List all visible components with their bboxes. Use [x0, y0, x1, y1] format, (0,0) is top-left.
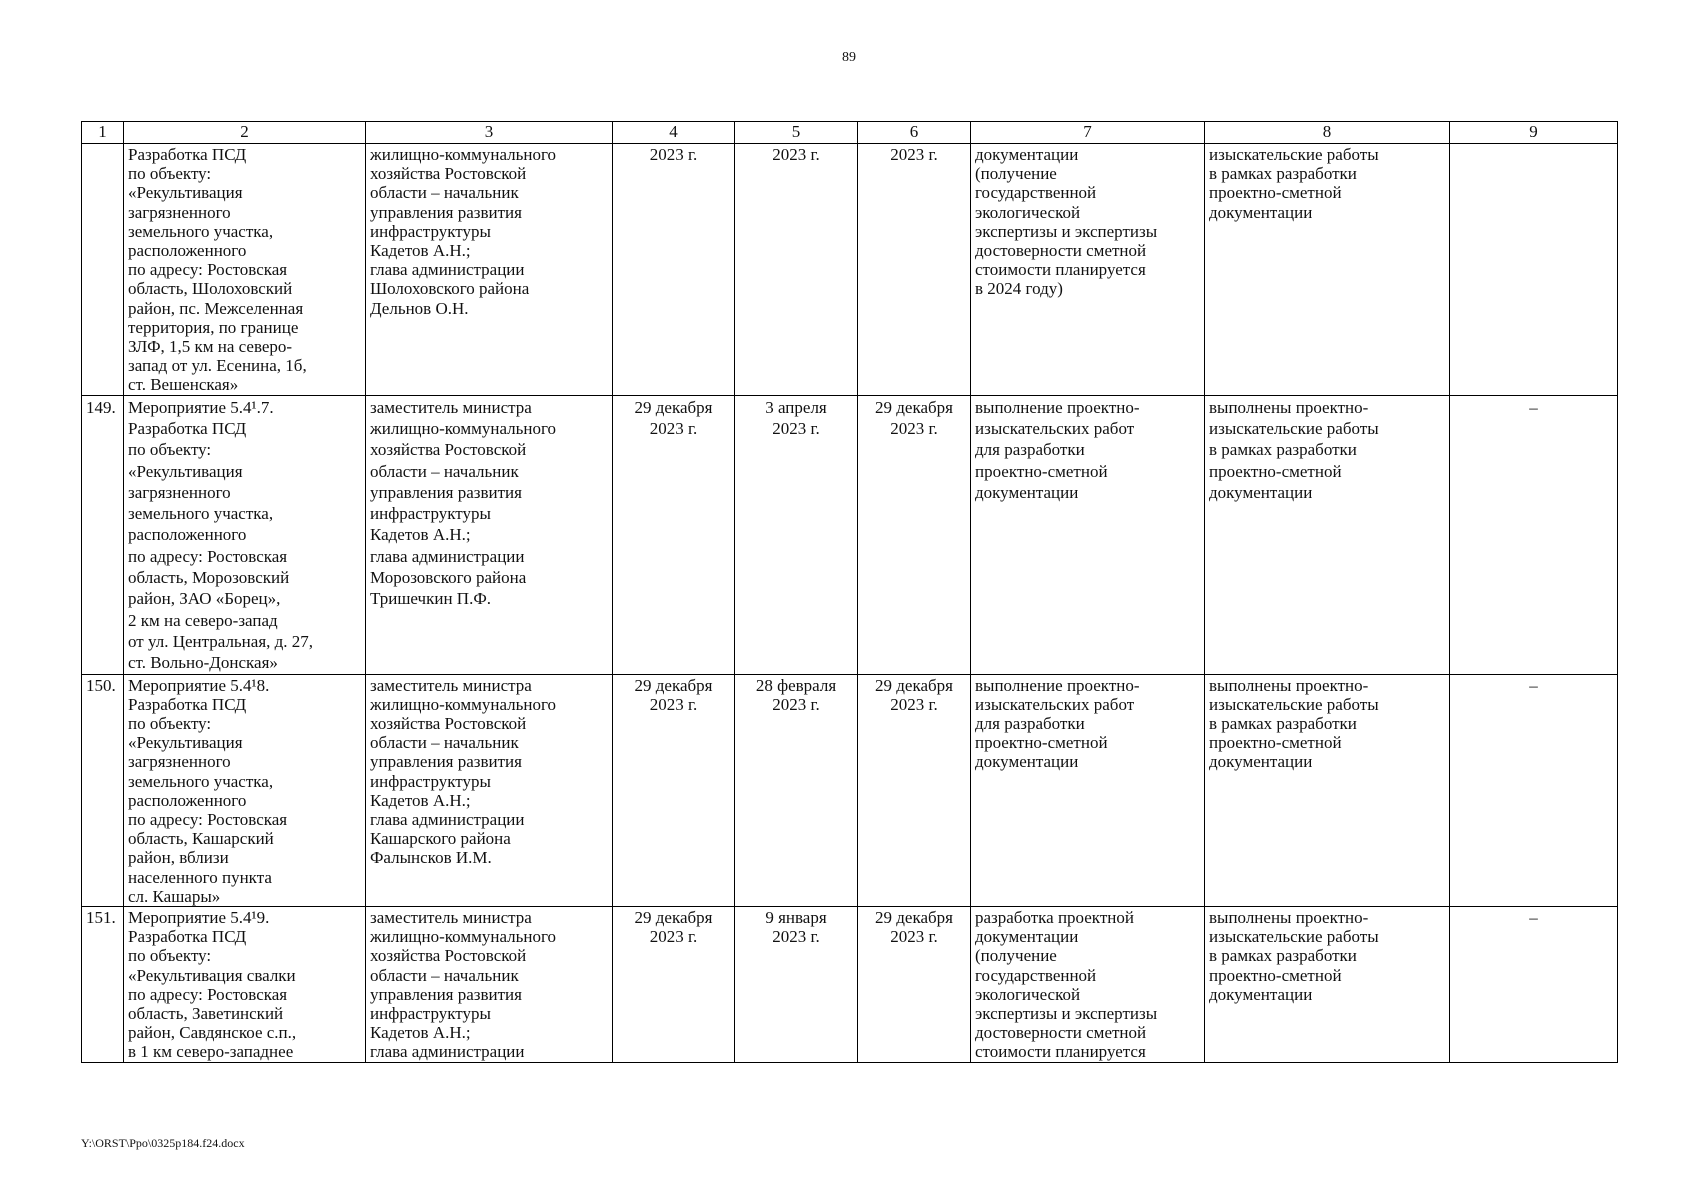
cell-line: Разработка ПСД [128, 145, 247, 164]
cell-line: области – начальник [370, 965, 519, 985]
cell-line: 2023 г. [772, 418, 820, 438]
cell-line: проектно-сметной [1209, 461, 1342, 481]
cell-line: выполнены проектно- [1209, 675, 1369, 695]
column-header: 5 [735, 122, 858, 144]
cell-line: Кашарского района [370, 829, 511, 849]
planned-result-cell [971, 674, 1205, 906]
cell-line: глава администрации [370, 1042, 525, 1062]
planned-result-cell [971, 395, 1205, 674]
column-header: 9 [1450, 122, 1618, 144]
column-header: 7 [971, 122, 1205, 144]
row-number-cell [82, 144, 124, 396]
cell-line: 28 февраля [755, 675, 837, 695]
cell-line: расположенного [128, 241, 247, 261]
cell-line: заместитель министра [370, 397, 532, 417]
cell-line: 2023 г. [649, 145, 698, 164]
cell-line: документации [975, 482, 1079, 502]
cell-line: Разработка ПСД [128, 694, 247, 714]
cell-line: хозяйства Ростовской [370, 164, 527, 184]
page-number: 89 [842, 50, 856, 65]
table-row [82, 144, 1618, 396]
cell-line: Кадетов А.Н.; [370, 241, 471, 261]
cell-line: 29 декабря [634, 397, 713, 417]
actual-result-cell [1205, 395, 1450, 674]
cell-line: документации [1209, 752, 1313, 772]
cell-line: документации [975, 145, 1079, 164]
cell-line: расположенного [128, 790, 247, 810]
cell-line: земельного участка, [128, 771, 274, 791]
end-date-cell [858, 395, 971, 674]
actual-result-cell [1205, 144, 1450, 396]
cell-line: (получение [975, 946, 1057, 966]
cell-line: экспертизы и экспертизы [975, 221, 1158, 241]
cell-line: 2023 г. [890, 694, 938, 714]
cell-line: Мероприятие 5.4¹8. [128, 675, 270, 695]
cell-line: изыскательские работы [1209, 927, 1379, 947]
cell-line: документации [975, 752, 1079, 772]
cell-line: «Рекультивация [128, 461, 243, 481]
cell-line: 29 декабря [634, 907, 713, 927]
column-header: 3 [366, 122, 613, 144]
cell-line: заместитель министра [370, 907, 532, 927]
cell-line: области – начальник [370, 733, 519, 753]
end-date-cell [858, 674, 971, 906]
row-number-cell: 150. [82, 674, 124, 906]
cell-line: 2 км на северо-запад [128, 610, 278, 630]
cell-line: изыскательские работы [1209, 694, 1379, 714]
cell-line: глава администрации [370, 260, 525, 280]
end-date-cell [858, 144, 971, 396]
cell-line: выполнение проектно- [975, 675, 1140, 695]
cell-line: управления развития [370, 202, 522, 222]
cell-line: проектно-сметной [1209, 183, 1342, 203]
cell-line: инфраструктуры [370, 504, 491, 524]
cell-line: район, пс. Межселенная [128, 298, 304, 318]
cell-line: хозяйства Ростовской [370, 713, 527, 733]
start-date-cell [735, 395, 858, 674]
cell-line: загрязненного [128, 482, 231, 502]
cell-line: для разработки [975, 440, 1085, 460]
cell-line: Кадетов А.Н.; [370, 790, 471, 810]
cell-line: «Рекультивация свалки [128, 965, 296, 985]
cell-line: 29 декабря [875, 397, 953, 417]
cell-line: изыскательские работы [1209, 145, 1379, 164]
column-header: 1 [82, 122, 124, 144]
cell-line: жилищно-коммунального [370, 418, 557, 438]
cell-line: 29 декабря [875, 907, 953, 927]
cell-line: 2023 г. [772, 145, 820, 164]
cell-line: экспертизы и экспертизы [975, 1003, 1158, 1023]
cell-line: глава администрации [370, 809, 525, 829]
cell-line: проектно-сметной [1209, 733, 1342, 753]
cell-line: стоимости планируется [975, 260, 1146, 280]
cell-line: Кадетов А.Н.; [370, 525, 471, 545]
cell-line: управления развития [370, 482, 522, 502]
row-number-cell: 149. [82, 395, 124, 674]
cell-line: изыскательские работы [1209, 418, 1379, 438]
end-date-cell [858, 906, 971, 1062]
planned-result-cell [971, 144, 1205, 396]
cell-line: по адресу: Ростовская [128, 260, 288, 280]
cell-line: Разработка ПСД [128, 418, 247, 438]
cell-line: «Рекультивация [128, 733, 243, 753]
cell-line: Морозовского района [370, 568, 527, 588]
cell-line: в рамках разработки [1209, 440, 1357, 460]
cell-line: жилищно-коммунального [370, 927, 557, 947]
actual-result-cell [1205, 906, 1450, 1062]
cell-line: в рамках разработки [1209, 164, 1357, 184]
cell-line: документации [1209, 482, 1313, 502]
cell-line: государственной [975, 965, 1097, 985]
row-number-cell: 151. [82, 906, 124, 1062]
cell-line: экологической [975, 202, 1081, 222]
cell-line: ст. Вешенская» [128, 375, 239, 395]
cell-line: Кадетов А.Н.; [370, 1023, 471, 1043]
cell-line: выполнение проектно- [975, 397, 1140, 417]
responsible-cell [366, 906, 613, 1062]
cell-line: 3 апреля [765, 397, 827, 417]
cell-line: ст. Вольно-Донская» [128, 653, 278, 673]
cell-line: расположенного [128, 525, 247, 545]
cell-line: (получение [975, 164, 1057, 184]
actual-result-cell [1205, 674, 1450, 906]
cell-line: в рамках разработки [1209, 713, 1357, 733]
cell-line: район, вблизи [128, 848, 229, 868]
cell-line: «Рекультивация [128, 183, 243, 203]
cell-line: хозяйства Ростовской [370, 946, 527, 966]
cell-line: изыскательских работ [975, 418, 1135, 438]
cell-line: области – начальник [370, 461, 519, 481]
cell-line: от ул. Центральная, д. 27, [128, 631, 314, 651]
cell-line: выполнены проектно- [1209, 907, 1369, 927]
start-date-cell [735, 906, 858, 1062]
cell-line: 29 декабря [875, 675, 953, 695]
column-header: 2 [124, 122, 366, 144]
cell-line: по адресу: Ростовская [128, 546, 288, 566]
cell-line: проектно-сметной [1209, 965, 1342, 985]
cell-line: глава администрации [370, 546, 525, 566]
cell-line: инфраструктуры [370, 221, 491, 241]
cell-line: управления развития [370, 752, 522, 772]
cell-line: по объекту: [128, 946, 212, 966]
planned-date-cell [613, 144, 735, 396]
cell-line: достоверности сметной [975, 241, 1147, 261]
cell-line: инфраструктуры [370, 1003, 491, 1023]
cell-line: Фалынсков И.М. [370, 848, 492, 868]
cell-line: хозяйства Ростовской [370, 440, 527, 460]
cell-line: 2023 г. [649, 927, 698, 947]
planned-date-cell [613, 674, 735, 906]
cell-line: стоимости планируется [975, 1042, 1146, 1062]
cell-line: загрязненного [128, 752, 231, 772]
cell-line: область, Морозовский [128, 568, 290, 588]
cell-line: по объекту: [128, 164, 212, 184]
cell-line: по объекту: [128, 440, 212, 460]
cell-line: жилищно-коммунального [370, 694, 557, 714]
cell-line: территория, по границе [128, 317, 299, 337]
cell-line: достоверности сметной [975, 1023, 1147, 1043]
cell-line: 2023 г. [649, 694, 698, 714]
cell-line: 2023 г. [890, 145, 938, 164]
cell-line: управления развития [370, 984, 522, 1004]
cell-line: инфраструктуры [370, 771, 491, 791]
event-cell [124, 395, 366, 674]
cell-line: 2023 г. [890, 927, 938, 947]
cell-line: район, Савдянское с.п., [128, 1023, 297, 1043]
cell-line: населенного пункта [128, 867, 272, 887]
problems-cell: – [1450, 906, 1618, 1062]
cell-line: 9 января [765, 907, 827, 927]
cell-line: земельного участка, [128, 504, 274, 524]
cell-line: 2023 г. [772, 694, 820, 714]
cell-line: область, Шолоховский [128, 279, 293, 299]
cell-line: Мероприятие 5.4¹.7. [128, 397, 274, 417]
cell-line: Разработка ПСД [128, 927, 247, 947]
cell-line: область, Заветинский [128, 1003, 284, 1023]
cell-line: запад от ул. Есенина, 1б, [128, 356, 307, 376]
cell-line: государственной [975, 183, 1097, 203]
cell-line: Шолоховского района [370, 279, 530, 299]
cell-line: изыскательских работ [975, 694, 1135, 714]
cell-line: 2023 г. [890, 418, 938, 438]
column-header: 8 [1205, 122, 1450, 144]
cell-line: проектно-сметной [975, 733, 1108, 753]
cell-line: разработка проектной [975, 907, 1134, 927]
start-date-cell [735, 674, 858, 906]
cell-line: документации [1209, 984, 1313, 1004]
cell-line: заместитель министра [370, 675, 532, 695]
cell-line: область, Кашарский [128, 829, 274, 849]
cell-line: 2023 г. [649, 418, 698, 438]
cell-line: документации [1209, 202, 1313, 222]
column-number-row [82, 122, 1618, 144]
cell-line: район, ЗАО «Борец», [128, 589, 281, 609]
planned-date-cell [613, 395, 735, 674]
event-cell [124, 144, 366, 396]
report-table [81, 121, 1618, 1063]
cell-line: ЗЛФ, 1,5 км на северо- [128, 337, 293, 357]
table-row [82, 906, 1618, 1062]
planned-date-cell [613, 906, 735, 1062]
event-cell [124, 674, 366, 906]
table-row [82, 395, 1618, 674]
responsible-cell [366, 395, 613, 674]
start-date-cell [735, 144, 858, 396]
cell-line: 2023 г. [772, 927, 820, 947]
cell-line: земельного участка, [128, 221, 274, 241]
cell-line: жилищно-коммунального [370, 145, 557, 164]
cell-line: загрязненного [128, 202, 231, 222]
cell-line: выполнены проектно- [1209, 397, 1369, 417]
problems-cell: – [1450, 395, 1618, 674]
cell-line: документации [975, 927, 1079, 947]
responsible-cell [366, 674, 613, 906]
cell-line: проектно-сметной [975, 461, 1108, 481]
cell-line: для разработки [975, 713, 1085, 733]
responsible-cell [366, 144, 613, 396]
file-path-footer: Y:\ORST\Ppo\0325p184.f24.docx [81, 1136, 245, 1150]
cell-line: по объекту: [128, 713, 212, 733]
cell-line: по адресу: Ростовская [128, 809, 288, 829]
planned-result-cell [971, 906, 1205, 1062]
cell-line: по адресу: Ростовская [128, 984, 288, 1004]
column-header: 6 [858, 122, 971, 144]
cell-line: в 1 км северо-западнее [128, 1042, 294, 1062]
event-cell [124, 906, 366, 1062]
problems-cell [1450, 144, 1618, 396]
cell-line: в рамках разработки [1209, 946, 1357, 966]
cell-line: Мероприятие 5.4¹9. [128, 907, 270, 927]
cell-line: 29 декабря [634, 675, 713, 695]
cell-line: Дельнов О.Н. [370, 298, 469, 318]
column-header: 4 [613, 122, 735, 144]
table-row [82, 674, 1618, 906]
cell-line: в 2024 году) [975, 279, 1063, 299]
cell-line: сл. Кашары» [128, 886, 221, 906]
cell-line: области – начальник [370, 183, 519, 203]
cell-line: Тришечкин П.Ф. [370, 589, 492, 609]
cell-line: экологической [975, 984, 1081, 1004]
problems-cell: – [1450, 674, 1618, 906]
